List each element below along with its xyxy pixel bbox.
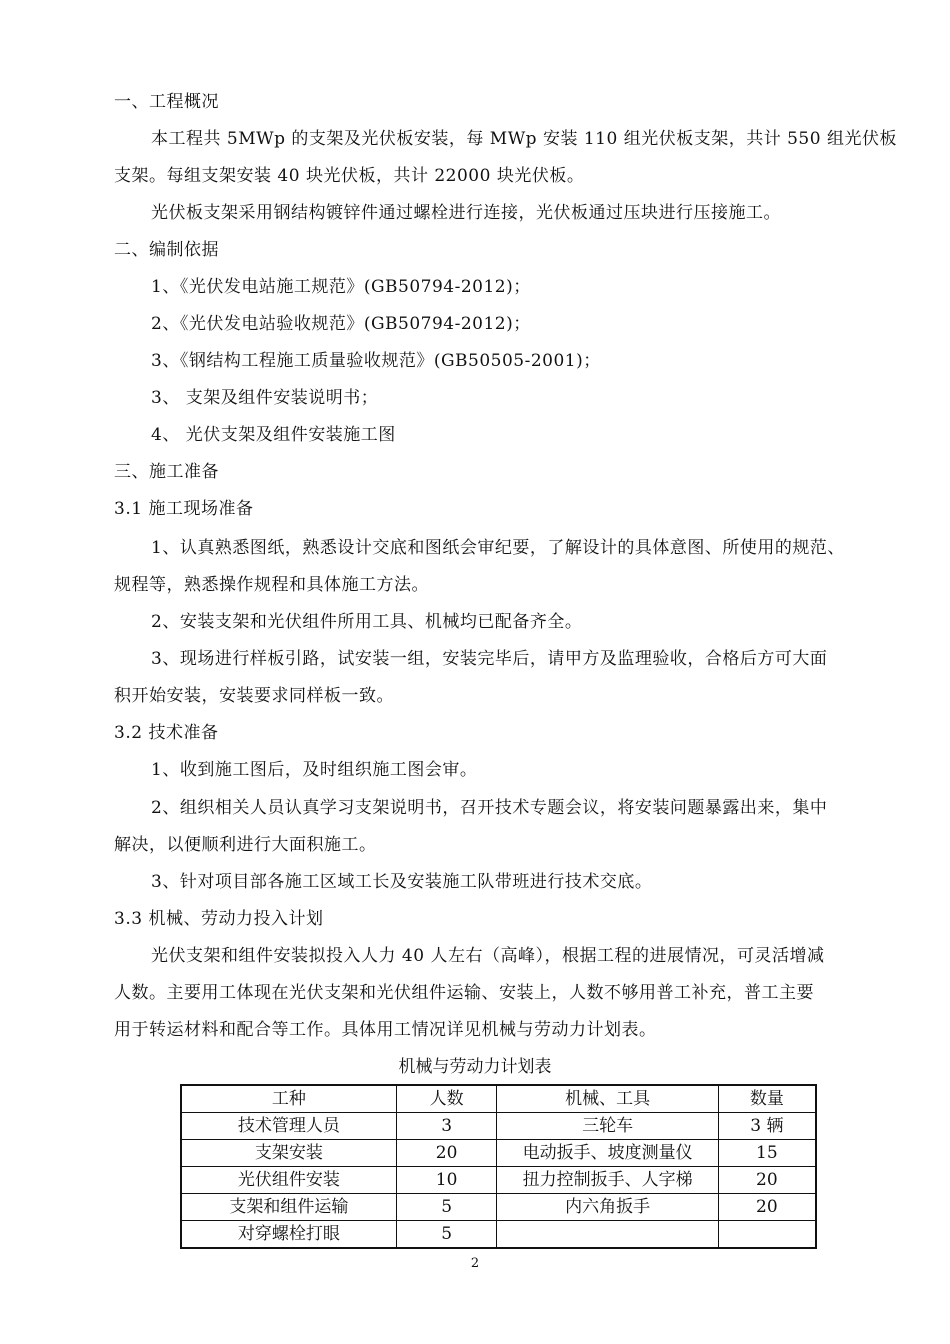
- subsection-heading: 3.3 机械、劳动力投入计划: [114, 909, 324, 929]
- table-cell: 20: [718, 1167, 816, 1194]
- table-cell: 技术管理人员: [181, 1113, 396, 1140]
- subsection-heading: 3.2 技术准备: [114, 723, 219, 743]
- paragraph-line: 1、认真熟悉图纸，熟悉设计交底和图纸会审纪要，了解设计的具体意图、所使用的规范、: [151, 538, 845, 558]
- page-number: 2: [470, 1256, 480, 1271]
- paragraph-line: 2、安装支架和光伏组件所用工具、机械均已配备齐全。: [151, 612, 583, 632]
- paragraph-line: 积开始安装，安装要求同样板一致。: [114, 686, 394, 706]
- table-cell: 光伏组件安装: [181, 1167, 396, 1194]
- list-item: 2、《光伏发电站验收规范》(GB50794-2012)；: [151, 314, 531, 334]
- paragraph-line: 用于转运材料和配合等工作。具体用工情况详见机械与劳动力计划表。: [114, 1020, 657, 1040]
- table-caption: 机械与劳动力计划表: [398, 1057, 552, 1077]
- table-cell: [497, 1221, 718, 1249]
- labor-plan-table: [180, 1084, 817, 1249]
- section-heading-basis: 二、编制依据: [114, 240, 219, 260]
- list-item: 3、《钢结构工程施工质量验收规范》(GB50505-2001)；: [151, 351, 601, 371]
- table-cell: 5: [396, 1221, 497, 1249]
- table-cell: 支架和组件运输: [181, 1194, 396, 1221]
- paragraph-line: 解决，以便顺利进行大面积施工。: [114, 835, 377, 855]
- table-header-row: [181, 1085, 816, 1113]
- list-item: 4、 光伏支架及组件安装施工图: [151, 425, 396, 445]
- table-cell: 支架安装: [181, 1140, 396, 1167]
- paragraph-line: 1、收到施工图后，及时组织施工图会审。: [151, 760, 478, 780]
- table-cell: 电动扳手、坡度测量仪: [497, 1140, 718, 1167]
- table-cell: [718, 1221, 816, 1249]
- paragraph-line: 3、针对项目部各施工区域工长及安装施工队带班进行技术交底。: [151, 872, 653, 892]
- table-row: [181, 1140, 816, 1167]
- paragraph-line: 光伏支架和组件安装拟投入人力 40 人左右（高峰），根据工程的进展情况，可灵活增减: [151, 946, 825, 966]
- table-cell: 20: [396, 1140, 497, 1167]
- table-header-cell: 人数: [396, 1085, 497, 1113]
- table-row: [181, 1194, 816, 1221]
- table-header-cell: 机械、工具: [497, 1085, 718, 1113]
- table-cell: 15: [718, 1140, 816, 1167]
- paragraph-line: 本工程共 5MWp 的支架及光伏板安装，每 MWp 安装 110 组光伏板支架，共计 550 组光伏板: [151, 129, 897, 149]
- table-header-cell: 数量: [718, 1085, 816, 1113]
- table-row: [181, 1167, 816, 1194]
- table-cell: 内六角扳手: [497, 1194, 718, 1221]
- paragraph-line: 人数。主要用工体现在光伏支架和光伏组件运输、安装上，人数不够用普工补充，普工主要: [114, 983, 814, 1003]
- table-cell: 三轮车: [497, 1113, 718, 1140]
- table-cell: 扭力控制扳手、人字梯: [497, 1167, 718, 1194]
- table-cell: 3: [396, 1113, 497, 1140]
- table-cell: 20: [718, 1194, 816, 1221]
- section-heading-overview: 一、工程概况: [114, 92, 219, 112]
- table-row: [181, 1221, 816, 1249]
- subsection-heading: 3.1 施工现场准备: [114, 499, 254, 519]
- list-item: 1、《光伏发电站施工规范》(GB50794-2012)；: [151, 277, 531, 297]
- list-item: 3、 支架及组件安装说明书；: [151, 388, 379, 408]
- paragraph-line: 2、组织相关人员认真学习支架说明书，召开技术专题会议，将安装问题暴露出来，集中: [151, 798, 828, 818]
- section-heading-preparation: 三、施工准备: [114, 462, 219, 482]
- table-header-cell: 工种: [181, 1085, 396, 1113]
- table-cell: 10: [396, 1167, 497, 1194]
- paragraph-line: 支架。每组支架安装 40 块光伏板，共计 22000 块光伏板。: [114, 166, 585, 186]
- table-cell: 对穿螺栓打眼: [181, 1221, 396, 1249]
- table-row: [181, 1113, 816, 1140]
- paragraph-line: 3、现场进行样板引路，试安装一组，安装完毕后，请甲方及监理验收，合格后方可大面: [151, 649, 828, 669]
- paragraph-line: 光伏板支架采用钢结构镀锌件通过螺栓进行连接，光伏板通过压块进行压接施工。: [151, 203, 781, 223]
- table-cell: 3 辆: [718, 1113, 816, 1140]
- table-cell: 5: [396, 1194, 497, 1221]
- paragraph-line: 规程等，熟悉操作规程和具体施工方法。: [114, 575, 429, 595]
